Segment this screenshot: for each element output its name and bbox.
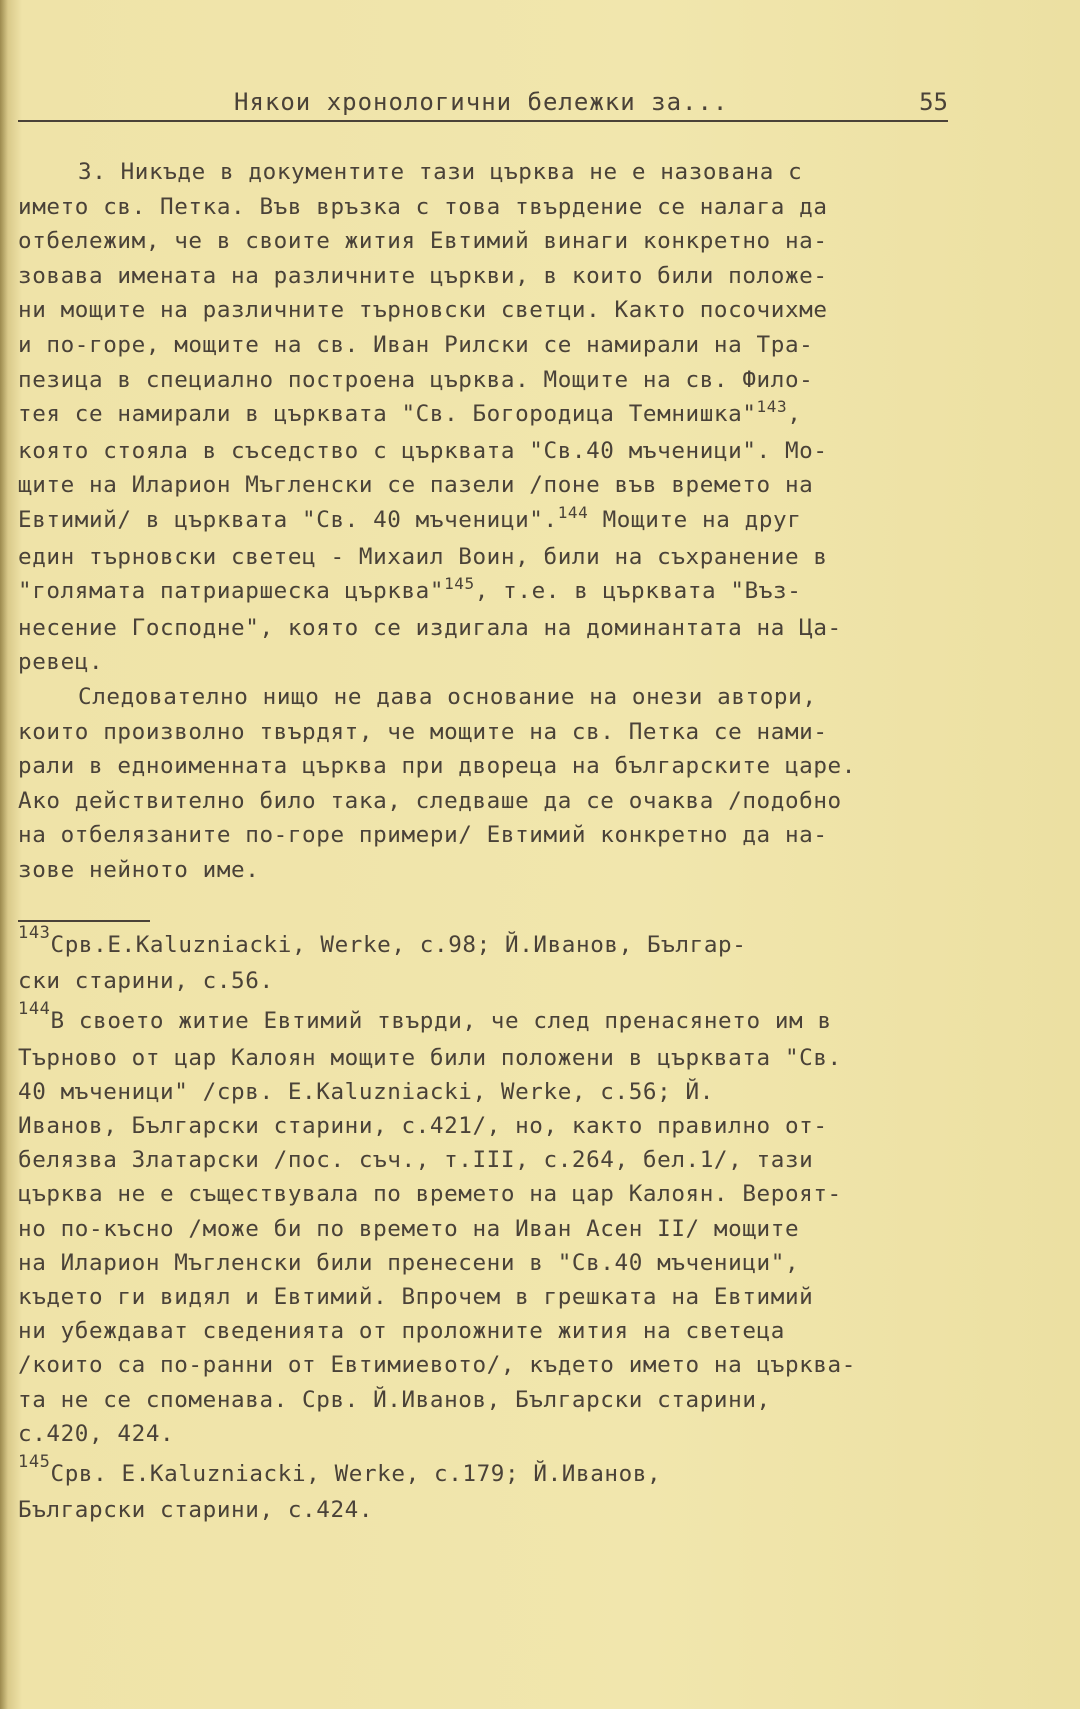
page-number: 55 <box>919 88 948 116</box>
text-line: зове нейното име. <box>18 856 260 883</box>
footnote <box>18 1452 978 1527</box>
text-line: ни мощите на различните търновски светци. Както посочихме <box>18 297 828 324</box>
text-line: Евтимий/ в църквата "Св. 40 мъченици".$^{144}$ Мощите на друг <box>18 502 802 533</box>
footnotes <box>18 923 978 1533</box>
header-title: Някои хронологични бележки за... <box>234 88 729 116</box>
footnote-reference: 143 <box>756 397 788 417</box>
footnote-line: $^{145}$Срв. Е.Kaluzniacki, Werke, с.179; Й.Иванов, <box>18 1452 662 1488</box>
text-line: един търновски светец - Михаил Воин, били на съхранение в <box>18 543 828 570</box>
text-line: зовава имената на различните църкви, в които били положе- <box>18 262 828 289</box>
text-line: тея се намирали в църквата "Св. Богородица Темнишка"$^{143}$, <box>18 397 802 428</box>
text-line: името св. Петка. Във връзка с това твърдение се налага да <box>18 193 828 220</box>
footnote-line: ни убеждават сведенията от проложните жития на светеца <box>18 1318 785 1345</box>
text-line: 3. Никъде в документите тази църква не е назована с <box>78 159 803 185</box>
footnote-line: църква не е съществувала по времето на цар Калоян. Вероят- <box>18 1181 842 1208</box>
text-line: рали в едноименната църква при двореца на българските царе. <box>18 753 856 780</box>
footnote-line: $^{144}$В своето житие Евтимий твърди, че след пренасянето им в <box>18 999 832 1035</box>
text-line: и по-горе, мощите на св. Иван Рилски се намирали на Тра- <box>18 331 814 358</box>
text-line: несение Господне", която се издигала на доминантата на Ца- <box>18 614 842 641</box>
footnote-line: Търново от цар Калоян мощите били положени в църквата "Св. <box>18 1044 842 1071</box>
footnote-divider <box>18 920 150 922</box>
footnote-line: но по-късно /може би по времето на Иван Асен II/ мощите <box>18 1215 800 1242</box>
footnote-line: Български старини, с.424. <box>18 1497 374 1524</box>
text-line: "голямата патриаршеска църква"$^{145}$, т.е. в църквата "Въз- <box>18 574 802 605</box>
text-line: ревец. <box>18 649 104 676</box>
footnote-reference: 144 <box>557 502 589 522</box>
footnote-line: $^{143}$Срв.Е.Kaluzniacki, Werke, с.98; Й.Иванов, Българ- <box>18 923 747 958</box>
footnote-line: Иванов, Български старини, с.421/, но, както правилно от- <box>18 1113 828 1140</box>
footnote-reference: 145 <box>444 574 475 594</box>
running-header <box>18 86 948 122</box>
text-line: щите на Иларион Мъгленски се пазели /поне във времето на <box>18 472 814 499</box>
text-line: Ако действително било така, следваше да се очаква /подобно <box>18 787 842 814</box>
text-line: пезица в специално построена църква. Мощите на св. Фило- <box>18 366 814 393</box>
footnote-number: 143 <box>18 923 51 943</box>
footnote-line: та не се споменава. Срв. Й.Иванов, Български старини, <box>18 1386 771 1413</box>
footnote-line: където ги видял и Евтимий. Впрочем в грешката на Евтимий <box>18 1284 814 1311</box>
footnote-number: 144 <box>18 999 51 1020</box>
footnote <box>18 999 978 1451</box>
text-line: Следователно нищо не дава основание на онези автори, <box>78 683 817 710</box>
footnote-line: на Иларион Мъгленски били пренесени в "Св.40 мъченици", <box>18 1249 800 1276</box>
text-line: на отбелязаните по-горе примери/ Евтимий конкретно да на- <box>18 822 828 849</box>
footnote <box>18 923 978 998</box>
text-line: която стояла в съседство с църквата "Св.40 мъченици". Мо- <box>18 437 828 464</box>
footnote-line: с.420, 424. <box>18 1420 175 1447</box>
footnote-line: 40 мъченици" /срв. Е.Kaluzniacki, Werke, с.56; Й. <box>18 1078 714 1105</box>
footnote-line: белязва Златарски /пос. съч., т.III, с.264, бел.1/, тази <box>18 1147 814 1174</box>
text-line: отбележим, че в своите жития Евтимий винаги конкретно на- <box>18 228 828 255</box>
footnote-line: ски старини, с.56. <box>18 968 274 995</box>
main-text <box>18 155 958 887</box>
footnote-number: 145 <box>18 1452 51 1473</box>
footnote-line: /които са по-ранни от Евтимиевото/, където името на църква- <box>18 1352 856 1379</box>
text-line: които произволно твърдят, че мощите на св. Петка се нами- <box>18 718 828 745</box>
